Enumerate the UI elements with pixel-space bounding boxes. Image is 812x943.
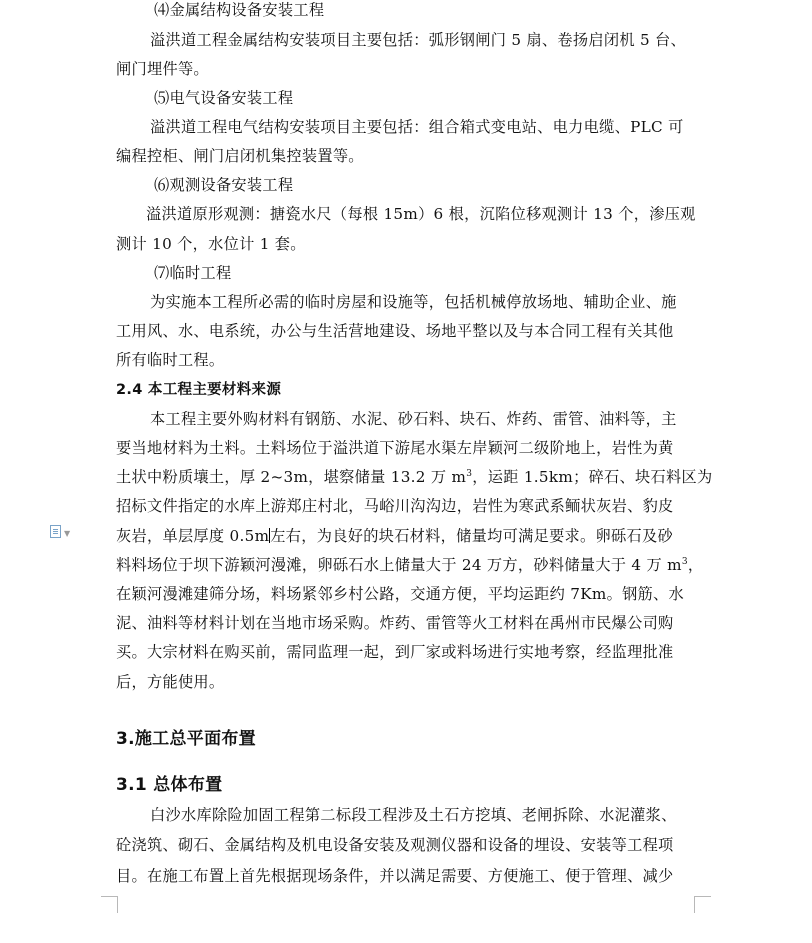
paragraph-line: 本工程主要外购材料有钢筋、水泥、砂石料、块石、炸药、雷管、油料等，主 [150, 410, 677, 428]
page-margin-corner-left [101, 896, 118, 913]
heading-metal-structure: ⑷金属结构设备安装工程 [154, 1, 325, 19]
paragraph-line: 砼浇筑、砌石、金属结构及机电设备安装及观测仪器和设备的埋设、安装等工程项 [116, 836, 674, 854]
paragraph-line: 后，方能使用。 [116, 673, 225, 691]
section-heading-2-4: 2.4 本工程主要材料来源 [116, 382, 282, 398]
heading-observation: ⑹观测设备安装工程 [154, 176, 294, 194]
paragraph-line: 泥、油料等材料计划在当地市场采购。炸药、雷管等火工材料在禹州市民爆公司购 [116, 614, 674, 632]
paragraph-line: 料料场位于坝下游颖河漫滩，卵砾石水上储量大于 24 万方，砂料储量大于 4 万 $m^3$， [116, 556, 704, 574]
section-heading-3-1: 3.1 总体布置 [116, 775, 223, 795]
paragraph-line: 所有临时工程。 [116, 351, 225, 369]
section-heading-3: 3.施工总平面布置 [116, 729, 256, 749]
paragraph-line: 目。在施工布置上首先根据现场条件，并以满足需要、方便施工、便于管理、减少 [116, 867, 674, 885]
heading-temporary: ⑺临时工程 [154, 264, 232, 282]
paragraph-line: 要当地材料为土料。土料场位于溢洪道下游尾水渠左岸颖河二级阶地上，岩性为黄 [116, 439, 674, 457]
paragraph-line: 溢洪道工程金属结构安装项目主要包括：弧形钢闸门 5 扇、卷扬启闭机 5 台、 [150, 31, 687, 49]
paragraph-line: 工用风、水、电系统，办公与生活营地建设、场地平整以及与本合同工程有关其他 [116, 322, 674, 340]
paragraph-line: 测计 10 个，水位计 1 套。 [116, 235, 306, 253]
paragraph-line: 买。大宗材料在购买前，需同监理一起，到厂家或料场进行实地考察，经监理批准 [116, 643, 674, 661]
chevron-down-icon: ▼ [64, 529, 71, 538]
paragraph-line: 土状中粉质壤土，厚 2~3m，堪察储量 13.2 万 $m^3$，运距 1.5km；碎石、块石料区为 [116, 468, 713, 486]
paragraph-line: 为实施本工程所必需的临时房屋和设施等，包括机械停放场地、辅助企业、施 [150, 293, 677, 311]
page-margin-corner-right [694, 896, 711, 913]
paragraph-line[interactable]: 灰岩，单层厚度 0.5m左右，为良好的块石材料，储量均可满足要求。卵砾石及砂 [116, 527, 673, 545]
paragraph-line: 闸门埋件等。 [116, 60, 209, 78]
document-icon [50, 525, 61, 538]
paragraph-line: 编程控柜、闸门启闭机集控装置等。 [116, 147, 364, 165]
paragraph-line: 白沙水库除险加固工程第二标段工程涉及土石方挖填、老闸拆除、水泥灌浆、 [150, 806, 677, 824]
heading-electrical: ⑸电气设备安装工程 [154, 89, 294, 107]
paragraph-line: 在颖河漫滩建筛分场，料场紧邻乡村公路，交通方便，平均运距约 7Km。钢筋、水 [116, 585, 685, 603]
paragraph-line: 招标文件指定的水库上游郑庄村北，马峪川沟沟边，岩性为寒武系鲕状灰岩、豹皮 [116, 497, 674, 515]
paragraph-line: 溢洪道工程电气结构安装项目主要包括：组合箱式变电站、电力电缆、PLC 可 [150, 118, 684, 136]
paragraph-options-icon[interactable] [50, 524, 80, 540]
paragraph-line: 溢洪道原形观测：搪瓷水尺（每根 15m）6 根，沉陷位移观测计 13 个，渗压观 [146, 205, 696, 223]
